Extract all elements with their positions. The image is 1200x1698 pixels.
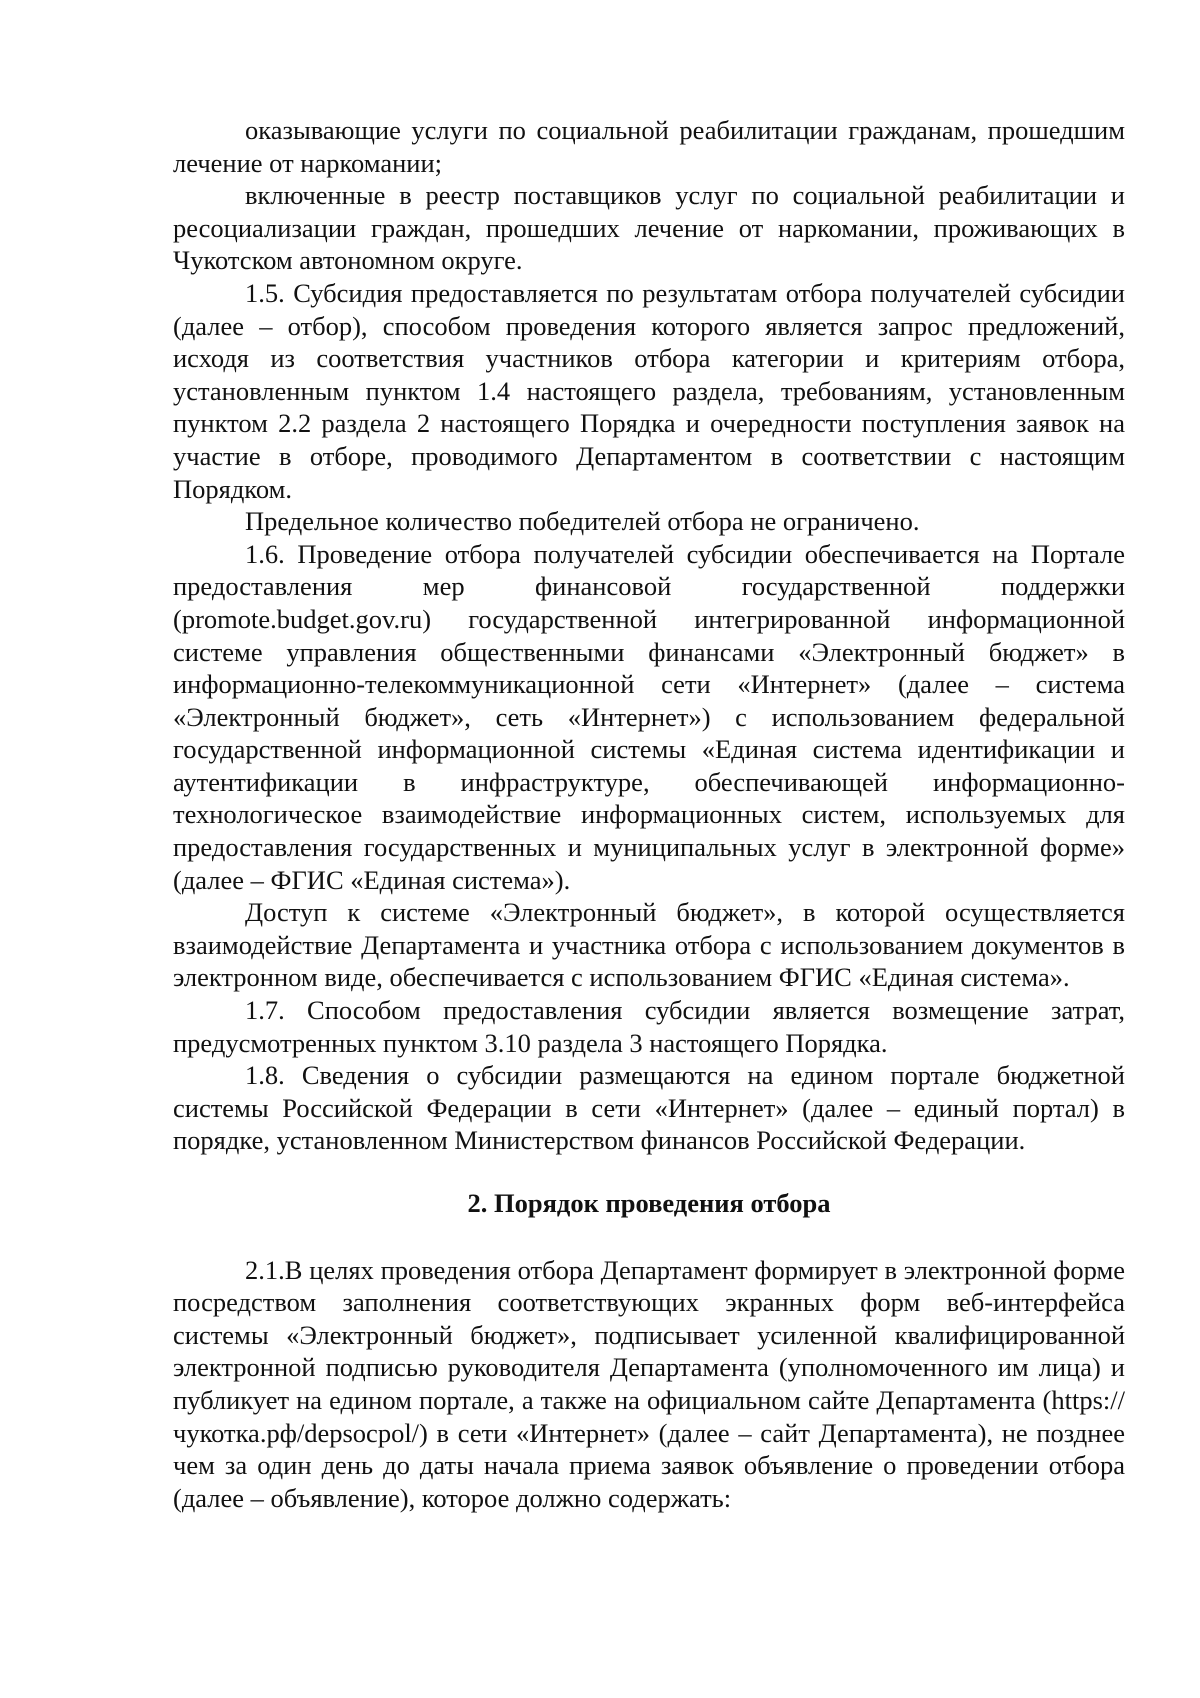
section-heading: 2. Порядок проведения отбора [467, 1188, 831, 1218]
paragraph-electronic-budget-access: Доступ к системе «Электронный бюджет», в которой осуществляется взаимодействие Департамента и участника отбора с использованием документов в электронном виде, обеспечивается с использованием ФГИС «Единая система». [173, 897, 1125, 993]
paragraph-winners-limit: Предельное количество победителей отбора не ограничено. [245, 506, 920, 537]
paragraph-2-1: 2.1.В целях проведения отбора Департамент формирует в электронной форме посредством заполнения соответствующих экранных форм веб-интерфейса системы «Электронный бюджет», подписывает усиленной квалифицированной электронной подписью руководителя Департамента (уполномоченного им лица) и публикует на едином портале, а также на официальном сайте Департамента (https://чукотка.рф/depsocpol/) в сети «Интернет» (далее – сайт Департамента), не позднее чем за один день до даты начала приема заявок объявление о проведении отбора (далее – объявление), которое должно содержать: [173, 1254, 1125, 1513]
paragraph-1-5: 1.5. Субсидия предоставляется по результатам отбора получателей субсидии (далее – отбор), способом проведения которого является запрос предложений, исходя из соответствия участников отбора категории и критериям отбора, установленным пунктом 1.4 настоящего раздела, требованиям, установленным пунктом 2.2 раздела 2 настоящего Порядка и очередности поступления заявок на участие в отборе, проводимого Департаментом в соответствии с настоящим Порядком. [173, 277, 1125, 504]
paragraph-recipients-rehabilitation: оказывающие услуги по социальной реабилитации гражданам, прошедшим лечение от наркомании; [173, 115, 1125, 178]
paragraph-1-7: 1.7. Способом предоставления субсидии является возмещение затрат, предусмотренных пунктом 3.10 раздела 3 настоящего Порядка. [173, 995, 1125, 1058]
document-page [173, 114, 1125, 1514]
paragraph-1-6: 1.6. Проведение отбора получателей субсидии обеспечивается на Портале предоставления мер финансовой государственной поддержки (promote.budget.gov.ru) государственной интегрированной информационной системе управления общественными финансами «Электронный бюджет» в информационно-телекоммуникационной сети «Интернет» (далее – система «Электронный бюджет», сеть «Интернет») с использованием федеральной государственной информационной системы «Единая система идентификации и аутентификации в инфраструктуре, обеспечивающей информационно-технологическое взаимодействие информационных систем, используемых для предоставления государственных и муниципальных услуг в электронной форме» (далее – ФГИС «Единая система»). [173, 538, 1125, 895]
paragraph-1-8: 1.8. Сведения о субсидии размещаются на едином портале бюджетной системы Российской Федерации в сети «Интернет» (далее – единый портал) в порядке, установленном Министерством финансов Российской Федерации. [173, 1060, 1125, 1156]
paragraph-recipients-registry: включенные в реестр поставщиков услуг по социальной реабилитации и ресоциализации граждан, прошедших лечение от наркомании, проживающих в Чукотском автономном округе. [173, 180, 1125, 276]
